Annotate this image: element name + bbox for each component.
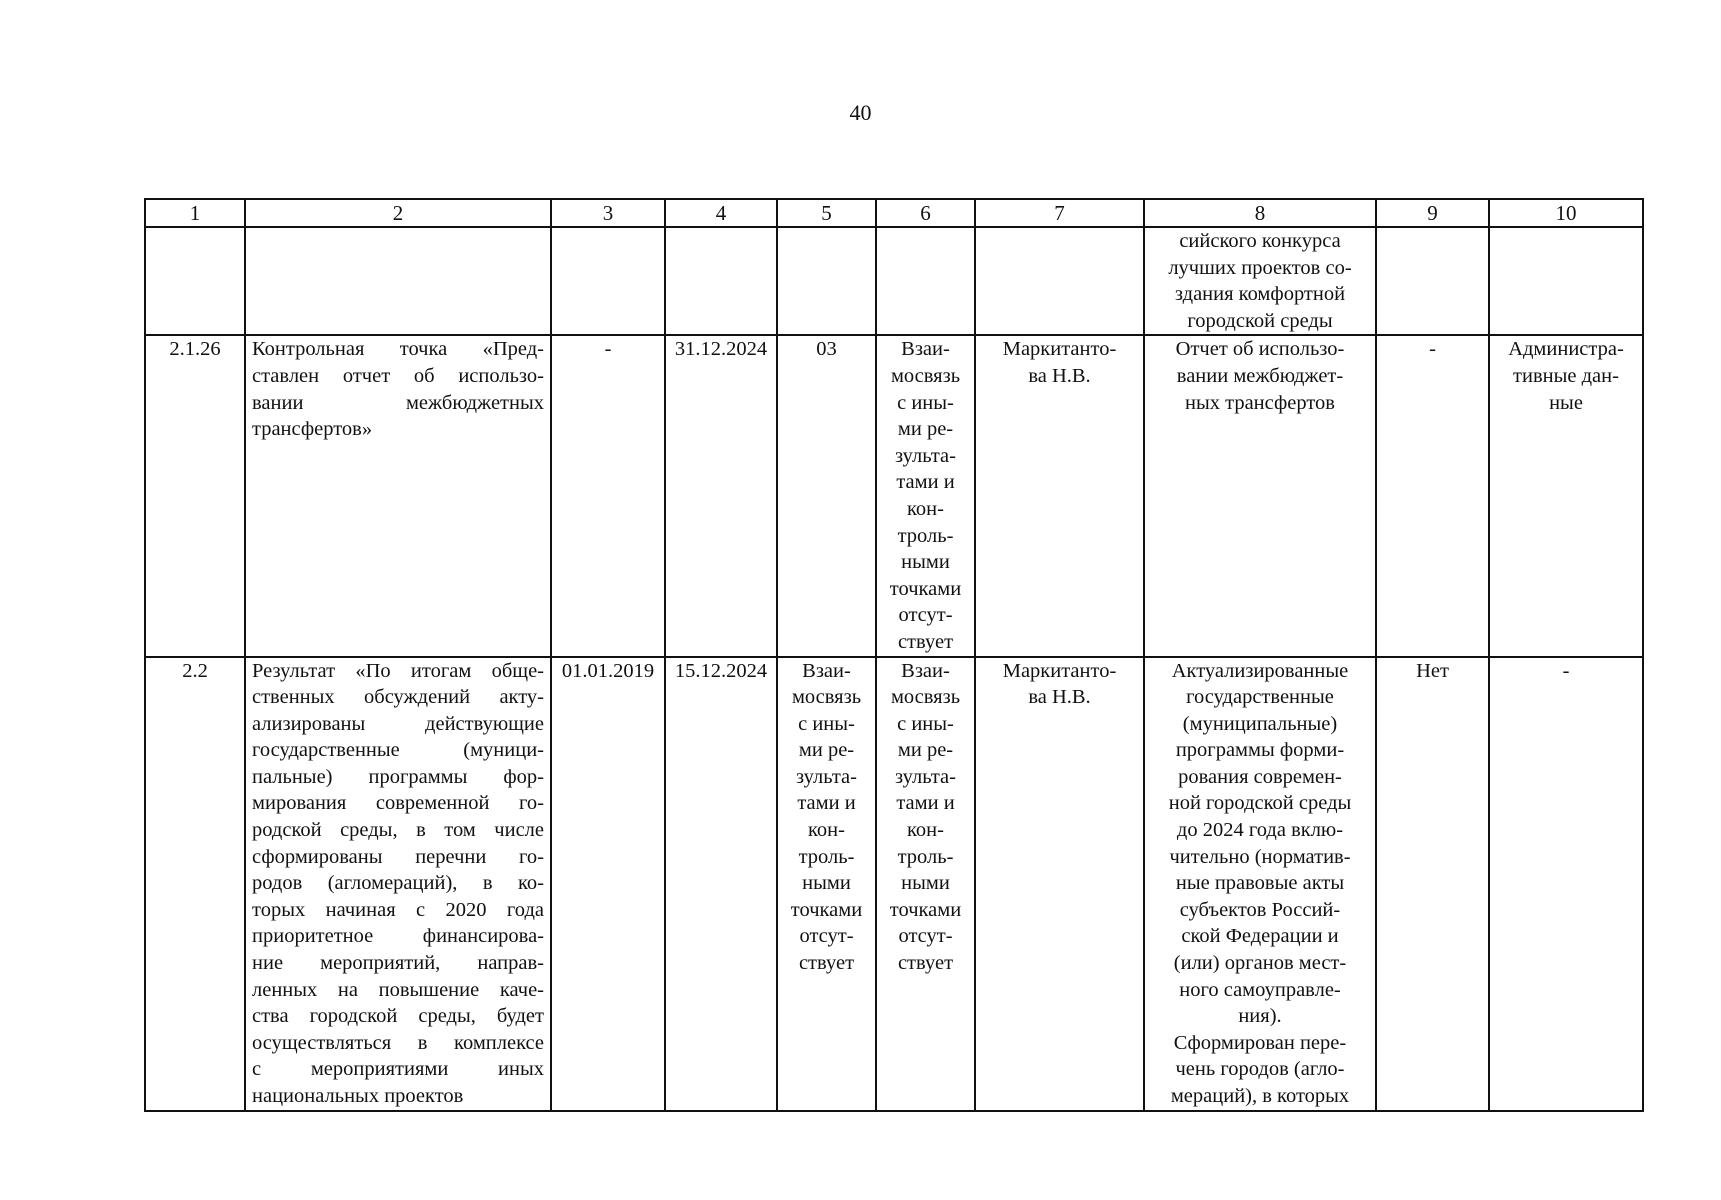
cell-line: Отчет об использо- (1175, 338, 1345, 361)
cell-line: лучших проектов со- (1168, 256, 1352, 279)
cell-col9 (1376, 227, 1489, 335)
cell-line: ной городской среды (1168, 792, 1352, 815)
cell-line: троль- (798, 845, 855, 868)
cell-line: отсут- (898, 604, 953, 627)
cell-col5 (777, 335, 876, 656)
cell-line: ных трансфертов (1185, 391, 1335, 414)
cell-line: ленных на повышение каче- (252, 978, 544, 1001)
cell-line: до 2024 года вклю- (1176, 819, 1344, 842)
document-table (144, 198, 1644, 1112)
cell-line: Взаи- (901, 659, 950, 682)
column-header: 10 (1489, 199, 1643, 227)
cell-line: субъектов Россий- (1179, 898, 1341, 921)
cell-line: государственные (муници- (252, 739, 544, 762)
cell-line: тами и (896, 471, 955, 494)
cell-line: точками (790, 898, 863, 921)
cell-line: чень городов (агло- (1175, 1058, 1345, 1081)
column-header: 3 (551, 199, 665, 227)
cell-line: торых начиная с 2020 года (252, 898, 544, 921)
table-row (145, 227, 1643, 335)
cell-line: мераций), в которых (1170, 1085, 1350, 1107)
cell-result-description (1144, 227, 1376, 335)
cell-line: национальных проектов (252, 1085, 464, 1107)
cell-line: Результат «По итогам обще- (252, 659, 544, 682)
cell-line: вании межбюджет- (1176, 364, 1344, 387)
cell-source (1489, 657, 1643, 1111)
table-header-row (145, 199, 1643, 227)
cell-end-date: 31.12.2024 (665, 335, 777, 656)
cell-line: трансфертов» (252, 418, 373, 441)
cell-responsible (975, 657, 1144, 1111)
cell-line: вании межбюджетных (252, 391, 544, 414)
cell-number: 2.1.26 (145, 335, 245, 656)
cell-source (1489, 227, 1643, 335)
cell-line: зульта- (895, 765, 956, 788)
column-header: 2 (245, 199, 551, 227)
page-number: 40 (849, 100, 872, 125)
cell-line: - (1562, 659, 1570, 682)
cell-line: тами и (896, 792, 955, 815)
cell-line: кон- (907, 819, 944, 842)
cell-line: ми ре- (798, 739, 855, 762)
cell-start-date (551, 227, 665, 335)
cell-col9: Нет (1376, 657, 1489, 1111)
column-header: 6 (876, 199, 975, 227)
cell-number (145, 227, 245, 335)
cell-line: сформированы перечни го- (252, 845, 544, 868)
cell-line: чительно (норматив- (1169, 845, 1351, 868)
cell-line: кон- (808, 819, 845, 842)
cell-start-date: - (551, 335, 665, 656)
cell-line: ние мероприятий, направ- (252, 952, 544, 975)
cell-col9: - (1376, 335, 1489, 656)
cell-end-date: 15.12.2024 (665, 657, 777, 1111)
cell-line: точками (889, 898, 962, 921)
cell-col5 (777, 227, 876, 335)
cell-line: Взаи- (802, 659, 851, 682)
cell-line: Администра- (1508, 338, 1624, 361)
cell-line: отсут- (799, 925, 854, 948)
cell-line: ализированы действующие (252, 712, 544, 735)
cell-line: ными (901, 872, 950, 895)
cell-line: 03 (816, 338, 837, 361)
cell-line: с ины- (897, 712, 954, 735)
cell-line: тивные дан- (1513, 364, 1619, 387)
cell-end-date (665, 227, 777, 335)
cell-line: Взаи- (901, 338, 950, 361)
cell-line: городской среды (1187, 309, 1333, 332)
cell-line: рования современ- (1178, 765, 1342, 788)
column-header: 1 (145, 199, 245, 227)
cell-line: ской Федерации и (1181, 925, 1339, 948)
column-header: 4 (665, 199, 777, 227)
cell-description (245, 227, 551, 335)
cell-line: Контрольная точка «Пред- (252, 338, 544, 361)
cell-description (245, 335, 551, 656)
cell-col6 (876, 227, 975, 335)
cell-start-date: 01.01.2019 (551, 657, 665, 1111)
cell-line: родской среды, в том числе (252, 819, 544, 842)
cell-line: Маркитанто- (1002, 338, 1117, 361)
cell-responsible (975, 227, 1144, 335)
cell-line: ствует (798, 952, 855, 975)
cell-line: мосвязь (890, 686, 961, 709)
cell-col6 (876, 335, 975, 656)
cell-line: троль- (897, 524, 954, 547)
cell-line: (или) органов мест- (1173, 952, 1347, 975)
cell-line: кон- (907, 497, 944, 520)
cell-result-description (1144, 657, 1376, 1111)
cell-line: с ины- (798, 712, 855, 735)
cell-line: точками (889, 577, 962, 600)
cell-col5 (777, 657, 876, 1111)
cell-line: Маркитанто- (1002, 659, 1117, 682)
cell-line: родов (агломераций), в ко- (252, 872, 544, 895)
cell-line: государственные (1186, 686, 1334, 709)
cell-line: ными (901, 551, 950, 574)
cell-line: с ины- (897, 391, 954, 414)
cell-line: ные правовые акты (1175, 872, 1345, 895)
cell-line: Сформирован пере- (1173, 1031, 1347, 1054)
cell-line: ные (1549, 391, 1583, 414)
cell-line: ствует (897, 630, 954, 653)
cell-responsible (975, 335, 1144, 656)
cell-line: ми ре- (897, 739, 954, 762)
column-header: 8 (1144, 199, 1376, 227)
cell-line: приоритетное финансирова- (252, 925, 544, 948)
column-header: 5 (777, 199, 876, 227)
cell-col6 (876, 657, 975, 1111)
cell-result-description (1144, 335, 1376, 656)
cell-line: отсут- (898, 925, 953, 948)
cell-line: мосвязь (791, 686, 862, 709)
column-header: 7 (975, 199, 1144, 227)
cell-line: ного самоуправле- (1179, 978, 1341, 1001)
cell-line: сийского конкурса (1179, 230, 1341, 252)
cell-description (245, 657, 551, 1111)
cell-number: 2.2 (145, 657, 245, 1111)
cell-line: (муниципальные) (1182, 712, 1338, 735)
cell-line: мирования современной го- (252, 792, 544, 815)
cell-source (1489, 335, 1643, 656)
cell-line: Актуализированные (1171, 659, 1349, 682)
cell-line: ствует (897, 952, 954, 975)
cell-line: ния). (1238, 1005, 1282, 1028)
cell-line: зульта- (895, 444, 956, 467)
cell-line: программы форми- (1175, 739, 1345, 762)
cell-line: мосвязь (890, 364, 961, 387)
table-row (145, 335, 1643, 656)
cell-line: ва Н.В. (1028, 364, 1091, 387)
cell-line: ственных обсуждений акту- (252, 686, 544, 709)
cell-line: с мероприятиями иных (252, 1058, 544, 1081)
cell-line: ства городской среды, будет (252, 1005, 544, 1028)
cell-line: тами и (797, 792, 856, 815)
cell-line: ставлен отчет об использо- (252, 364, 544, 387)
cell-line: ва Н.В. (1028, 686, 1091, 709)
cell-line: ми ре- (897, 418, 954, 441)
cell-line: троль- (897, 845, 954, 868)
cell-line: пальные) программы фор- (252, 765, 544, 788)
cell-line: ными (802, 872, 851, 895)
column-header: 9 (1376, 199, 1489, 227)
cell-line: зульта- (796, 765, 857, 788)
cell-line: здания комфортной (1174, 283, 1346, 306)
table-row (145, 657, 1643, 1111)
cell-line: осуществляться в комплексе (252, 1031, 544, 1054)
